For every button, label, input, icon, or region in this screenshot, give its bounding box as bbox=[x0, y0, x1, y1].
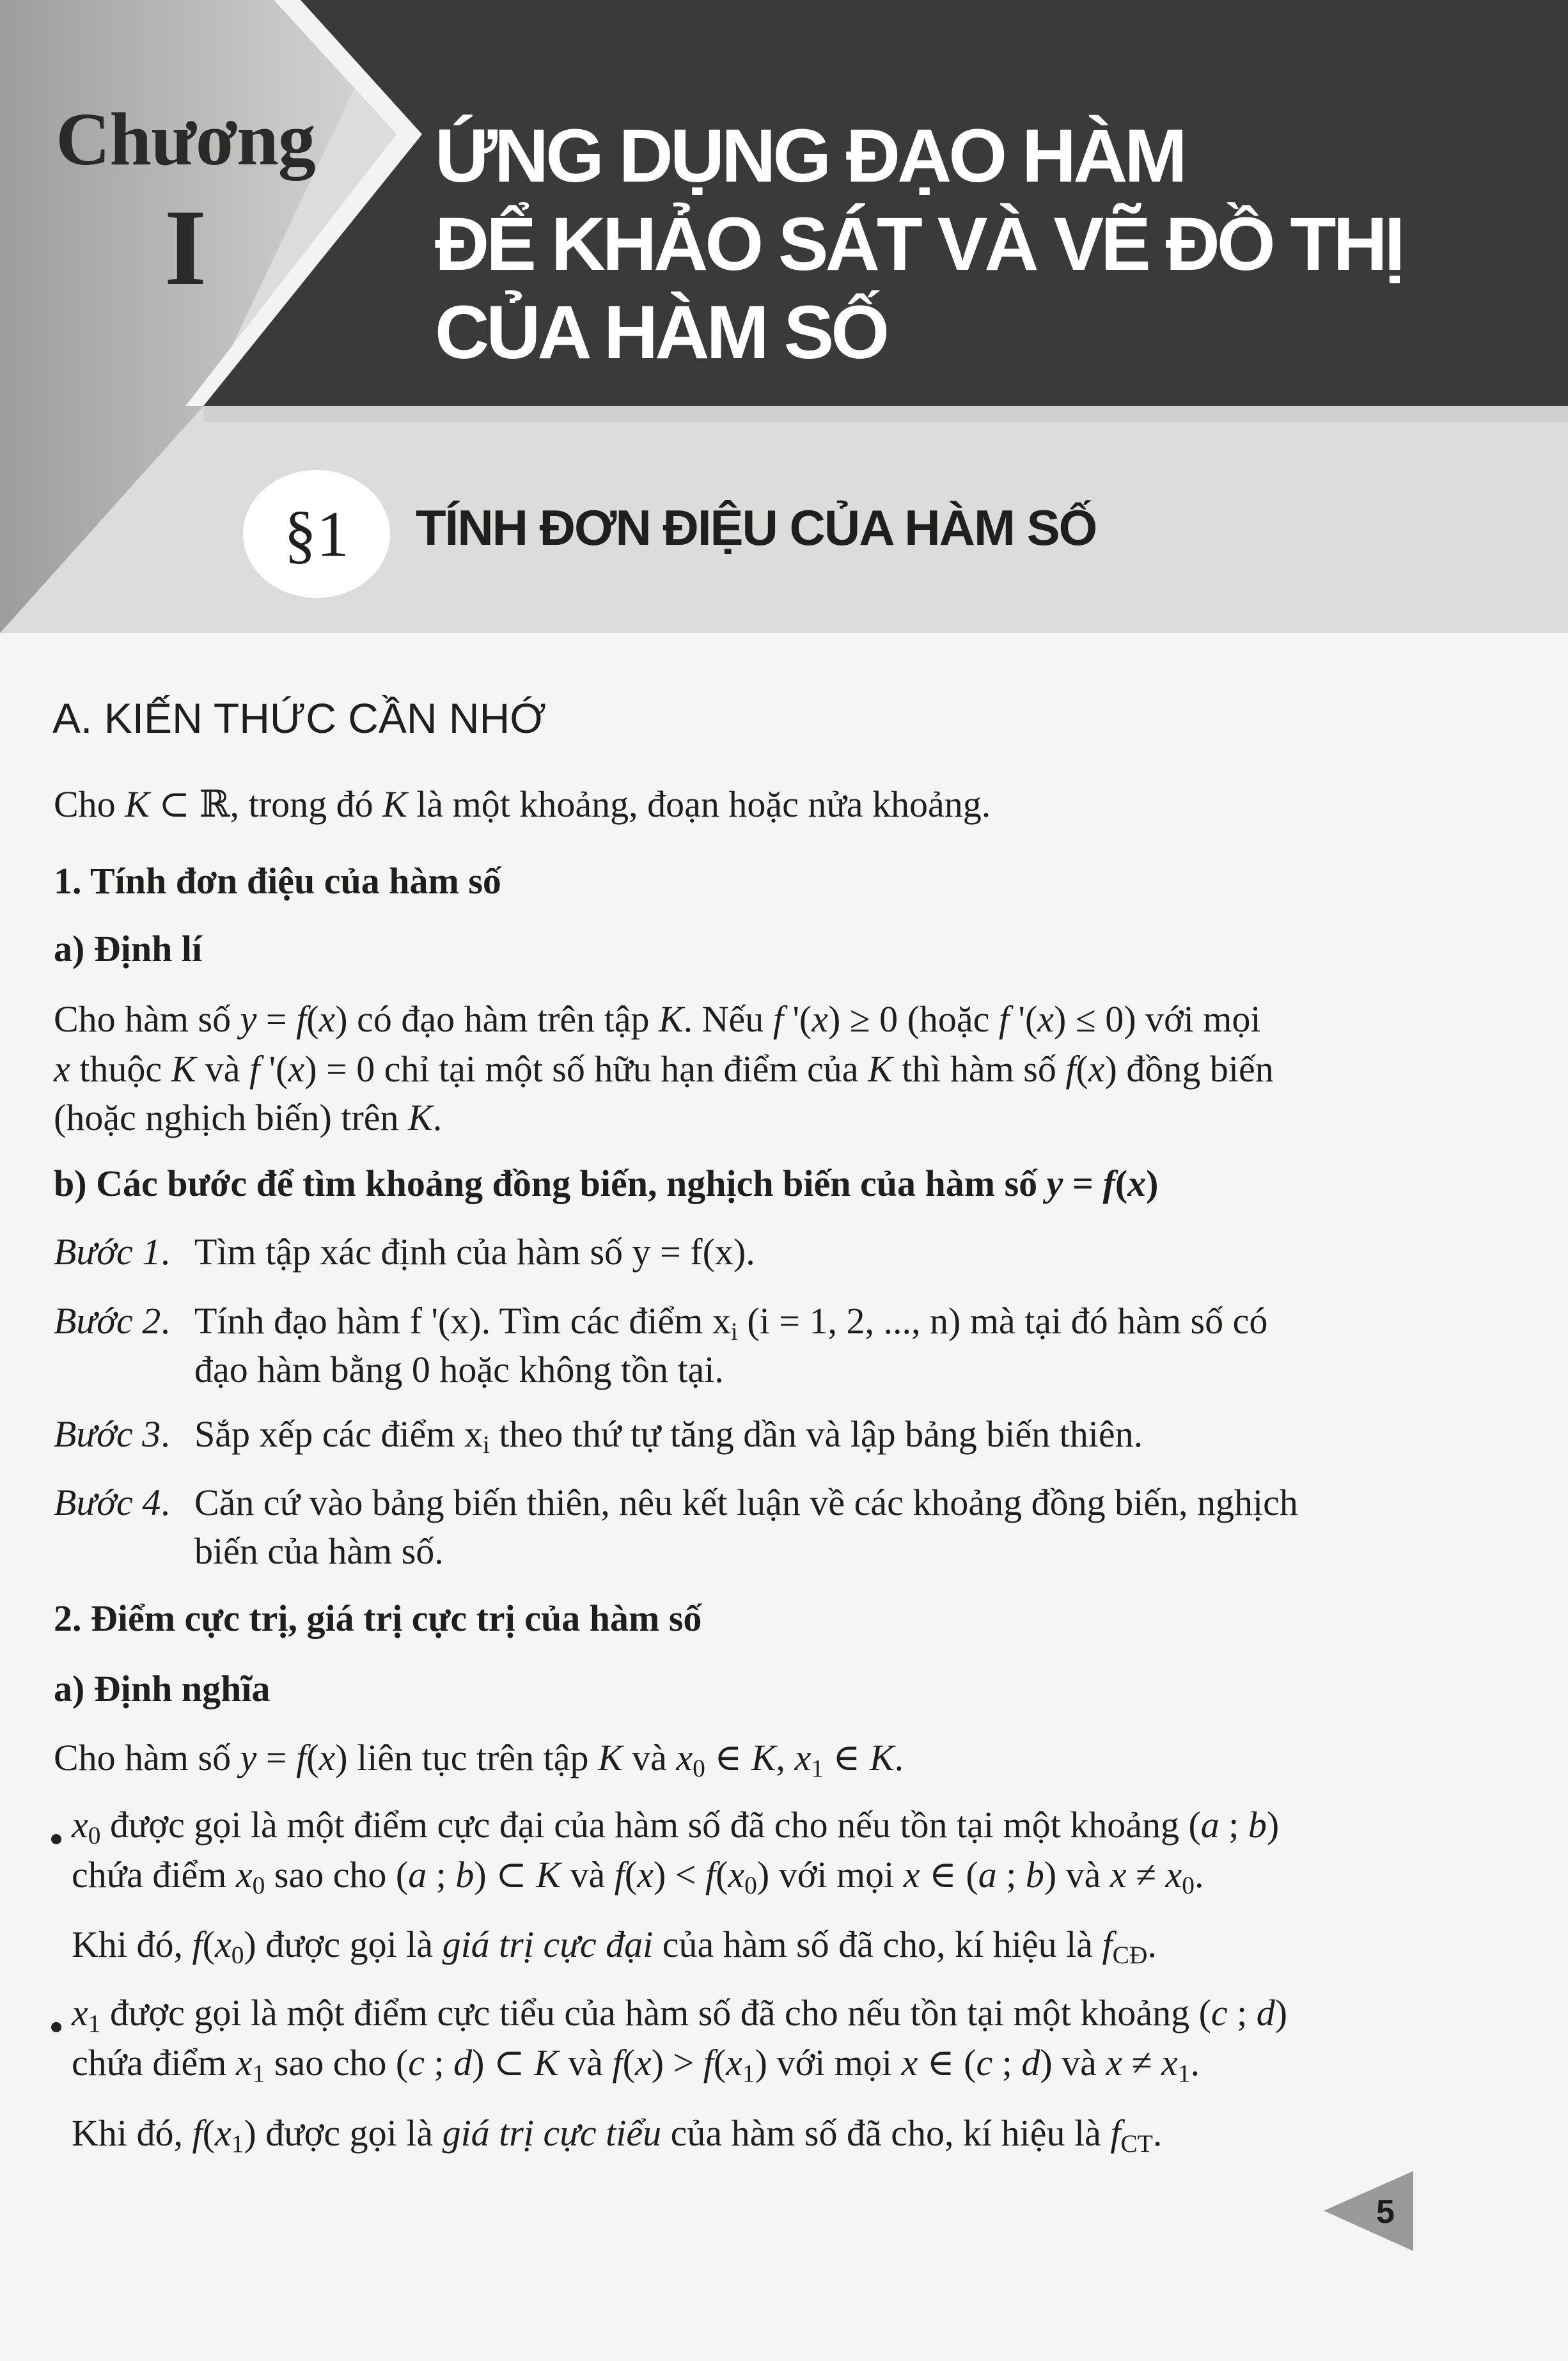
step-2: Bước 2. Tính đạo hàm f '(x). Tìm các điểm $x_i$ (i = 1, 2, ..., n) mà tại đó hàm số có đạo hàm bằng 0 hoặc không tồn tại. bbox=[54, 1297, 1525, 1399]
section-title: TÍNH ĐƠN ĐIỆU CỦA HÀM SỐ bbox=[416, 499, 1097, 556]
chapter-title-line: ĐỂ KHẢO SÁT VÀ VẼ ĐỒ THỊ bbox=[435, 202, 1402, 286]
part-heading: A. KIẾN THỨC CẦN NHỚ bbox=[52, 694, 546, 742]
min-definition-line: chứa điểm $x_1$ sao cho (c ; d) ⊂ K và $f(x) > f(x_1)$ với mọi x ∈ (c ; d) và $x \ne x_1$. bbox=[72, 2042, 1200, 2087]
heading-definition: a) Định nghĩa bbox=[54, 1668, 270, 1709]
chapter-header bbox=[0, 0, 1568, 633]
chapter-title-line: CỦA HÀM SỐ bbox=[435, 290, 887, 375]
heading-theorem: a) Định lí bbox=[54, 928, 203, 969]
heading-extrema: 2. Điểm cực trị, giá trị cực trị của hàm số bbox=[54, 1597, 702, 1639]
min-definition-line: $x_1$ được gọi là một điểm cực tiểu của hàm số đã cho nếu tồn tại một khoảng (c ; d) bbox=[72, 1992, 1288, 2037]
page-tab-shape bbox=[1324, 2171, 1413, 2251]
min-definition-line: Khi đó, $f(x_1)$ được gọi là giá trị cực tiểu của hàm số đã cho, kí hiệu là $f_{CT}$. bbox=[72, 2112, 1163, 2158]
step-label: Bước 1 bbox=[54, 1231, 161, 1273]
step-label: Bước 4 bbox=[54, 1482, 161, 1523]
bullet-point bbox=[51, 1834, 61, 1844]
intro-line: Cho K ⊂ ℝ, trong đó K là một khoảng, đoạn hoặc nửa khoảng. bbox=[54, 783, 991, 825]
theorem-line: x thuộc K và f '(x) = 0 chỉ tại một số hữu hạn điểm của K thì hàm số f(x) đồng biến bbox=[54, 1048, 1274, 1090]
step-label: Bước 3 bbox=[54, 1413, 161, 1455]
chapter-number: I bbox=[164, 187, 207, 308]
max-definition-line: $x_0$ được gọi là một điểm cực đại của hàm số đã cho nếu tồn tại một khoảng (a ; b) bbox=[72, 1804, 1280, 1849]
step-text: đạo hàm bằng 0 hoặc không tồn tại. bbox=[194, 1349, 724, 1390]
step-text: Căn cứ vào bảng biến thiên, nêu kết luận về các khoảng đồng biến, nghịch bbox=[194, 1482, 1298, 1523]
bullet-point bbox=[51, 2022, 61, 2032]
chapter-label: Chương bbox=[56, 97, 315, 181]
step-text: Tìm tập xác định của hàm số y = f(x). bbox=[194, 1231, 755, 1273]
max-definition-line: Khi đó, $f(x_0)$ được gọi là giá trị cực đại của hàm số đã cho, kí hiệu là $f_{CĐ}$. bbox=[72, 1924, 1157, 1969]
step-4: Bước 4. Căn cứ vào bảng biến thiên, nêu kết luận về các khoảng đồng biến, nghịch biến của hàm số. bbox=[54, 1479, 1525, 1581]
theorem-line: (hoặc nghịch biến) trên K. bbox=[54, 1097, 443, 1138]
step-label: Bước 2 bbox=[54, 1300, 161, 1342]
step-text: Tính đạo hàm f '(x). Tìm các điểm $x_i$ (i = 1, 2, ..., n) mà tại đó hàm số có bbox=[194, 1300, 1268, 1345]
step-1: Bước 1. Tìm tập xác định của hàm số y = f(x). bbox=[54, 1228, 1525, 1279]
chapter-title-line: ỨNG DỤNG ĐẠO HÀM bbox=[435, 114, 1184, 198]
step-text: Sắp xếp các điểm $x_i$ theo thứ tự tăng dần và lập bảng biến thiên. bbox=[194, 1413, 1143, 1459]
chapter-title bbox=[435, 112, 1535, 377]
page-number-tab bbox=[1324, 2171, 1413, 2251]
theorem-line: Cho hàm số y = f(x) có đạo hàm trên tập K. Nếu f '(x) ≥ 0 (hoặc f '(x) ≤ 0) với mọi bbox=[54, 998, 1261, 1040]
step-text: biến của hàm số. bbox=[194, 1530, 444, 1572]
section-number-badge: §1 bbox=[243, 470, 390, 598]
max-definition-line: chứa điểm $x_0$ sao cho (a ; b) ⊂ K và $f(x) < f(x_0)$ với mọi x ∈ (a ; b) và $x \ne x_0$. bbox=[72, 1854, 1204, 1899]
definition-intro: Cho hàm số y = f(x) liên tục trên tập K và $x_0$ ∈ K, $x_1$ ∈ K. bbox=[54, 1737, 904, 1782]
step-3: Bước 3. Sắp xếp các điểm $x_i$ theo thứ tự tăng dần và lập bảng biến thiên. bbox=[54, 1410, 1525, 1461]
heading-steps: b) Các bước để tìm khoảng đồng biến, nghịch biến của hàm số y = f(x) bbox=[54, 1163, 1159, 1204]
heading-monotonicity: 1. Tính đơn điệu của hàm số bbox=[54, 860, 501, 902]
page-number: 5 bbox=[1376, 2193, 1395, 2231]
